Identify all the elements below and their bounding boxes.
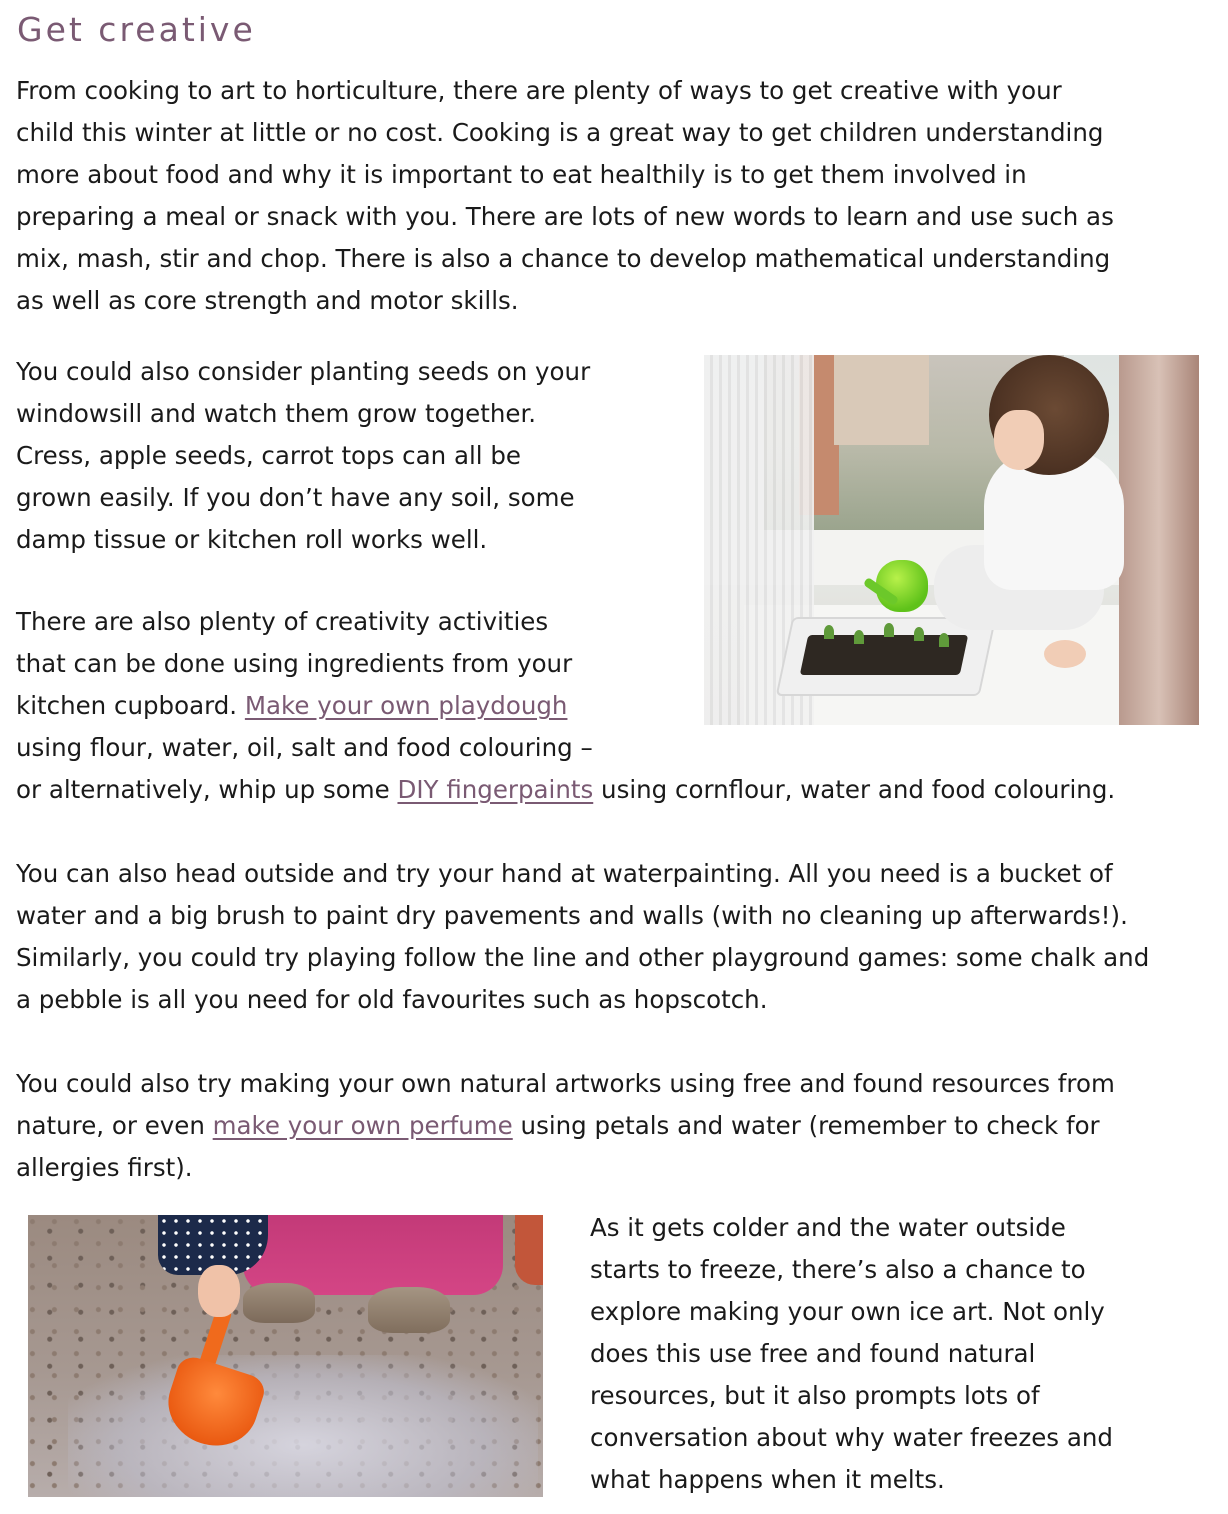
text-line: You can also head outside and try your hand at waterpainting. All you need is a bucket of (16, 859, 1113, 888)
creativity-paragraph (16, 601, 1115, 811)
fingerpaints-link[interactable]: DIY fingerpaints (397, 775, 594, 804)
text-line: as well as core strength and motor skills. (16, 286, 519, 315)
text-line: conversation about why water freezes and (590, 1423, 1113, 1452)
text-line: grown easily. If you don’t have any soil, some (16, 483, 575, 512)
toddler-spade-ice-photo (28, 1215, 543, 1497)
text-line: As it gets colder and the water outside (590, 1213, 1066, 1242)
text-line: starts to freeze, there’s also a chance to (590, 1255, 1086, 1284)
text-segment: kitchen cupboard. (16, 691, 245, 720)
text-line: Similarly, you could try playing follow the line and other playground games: some chalk and (16, 943, 1150, 972)
text-line: child this winter at little or no cost. Cooking is a great way to get children understanding (16, 118, 1104, 147)
text-line (16, 769, 1115, 811)
text-line (16, 685, 1115, 727)
text-segment: using cornflour, water and food colouring. (593, 775, 1116, 804)
text-segment: using petals and water (remember to check for (512, 1111, 1100, 1140)
text-line: windowsill and watch them grow together. (16, 399, 537, 428)
text-line: You could also try making your own natural artworks using free and found resources from (16, 1069, 1115, 1098)
text-line (16, 1105, 1115, 1147)
perfume-link[interactable]: make your own perfume (212, 1111, 513, 1140)
text-line: There are also plenty of creativity activities (16, 607, 549, 636)
section-heading: Get creative (17, 10, 256, 49)
text-line: You could also consider planting seeds on your (16, 357, 591, 386)
text-line: Cress, apple seeds, carrot tops can all be (16, 441, 521, 470)
text-segment: or alternatively, whip up some (16, 775, 398, 804)
ice-art-paragraph (590, 1207, 1113, 1501)
text-line: mix, mash, stir and chop. There is also a chance to develop mathematical understanding (16, 244, 1111, 273)
text-line: preparing a meal or snack with you. There are lots of new words to learn and use such as (16, 202, 1114, 231)
text-segment: nature, or even (16, 1111, 213, 1140)
text-line: explore making your own ice art. Not only (590, 1297, 1105, 1326)
text-line: more about food and why it is important to eat healthily is to get them involved in (16, 160, 1027, 189)
artworks-paragraph (16, 1063, 1115, 1189)
text-line: resources, but it also prompts lots of (590, 1381, 1040, 1410)
text-line: From cooking to art to horticulture, there are plenty of ways to get creative with your (16, 76, 1062, 105)
text-line: that can be done using ingredients from your (16, 649, 573, 678)
text-line: water and a big brush to paint dry pavements and walls (with no cleaning up afterwards!). (16, 901, 1128, 930)
intro-paragraph (16, 70, 1114, 322)
playdough-link[interactable]: Make your own playdough (244, 691, 568, 720)
text-line: allergies first). (16, 1153, 193, 1182)
seeds-paragraph (16, 351, 590, 561)
text-line: what happens when it melts. (590, 1465, 945, 1494)
waterpainting-paragraph (16, 853, 1149, 1021)
text-line: using flour, water, oil, salt and food colouring – (16, 733, 593, 762)
text-line: does this use free and found natural (590, 1339, 1036, 1368)
text-line: a pebble is all you need for old favourites such as hopscotch. (16, 985, 768, 1014)
text-line: damp tissue or kitchen roll works well. (16, 525, 488, 554)
